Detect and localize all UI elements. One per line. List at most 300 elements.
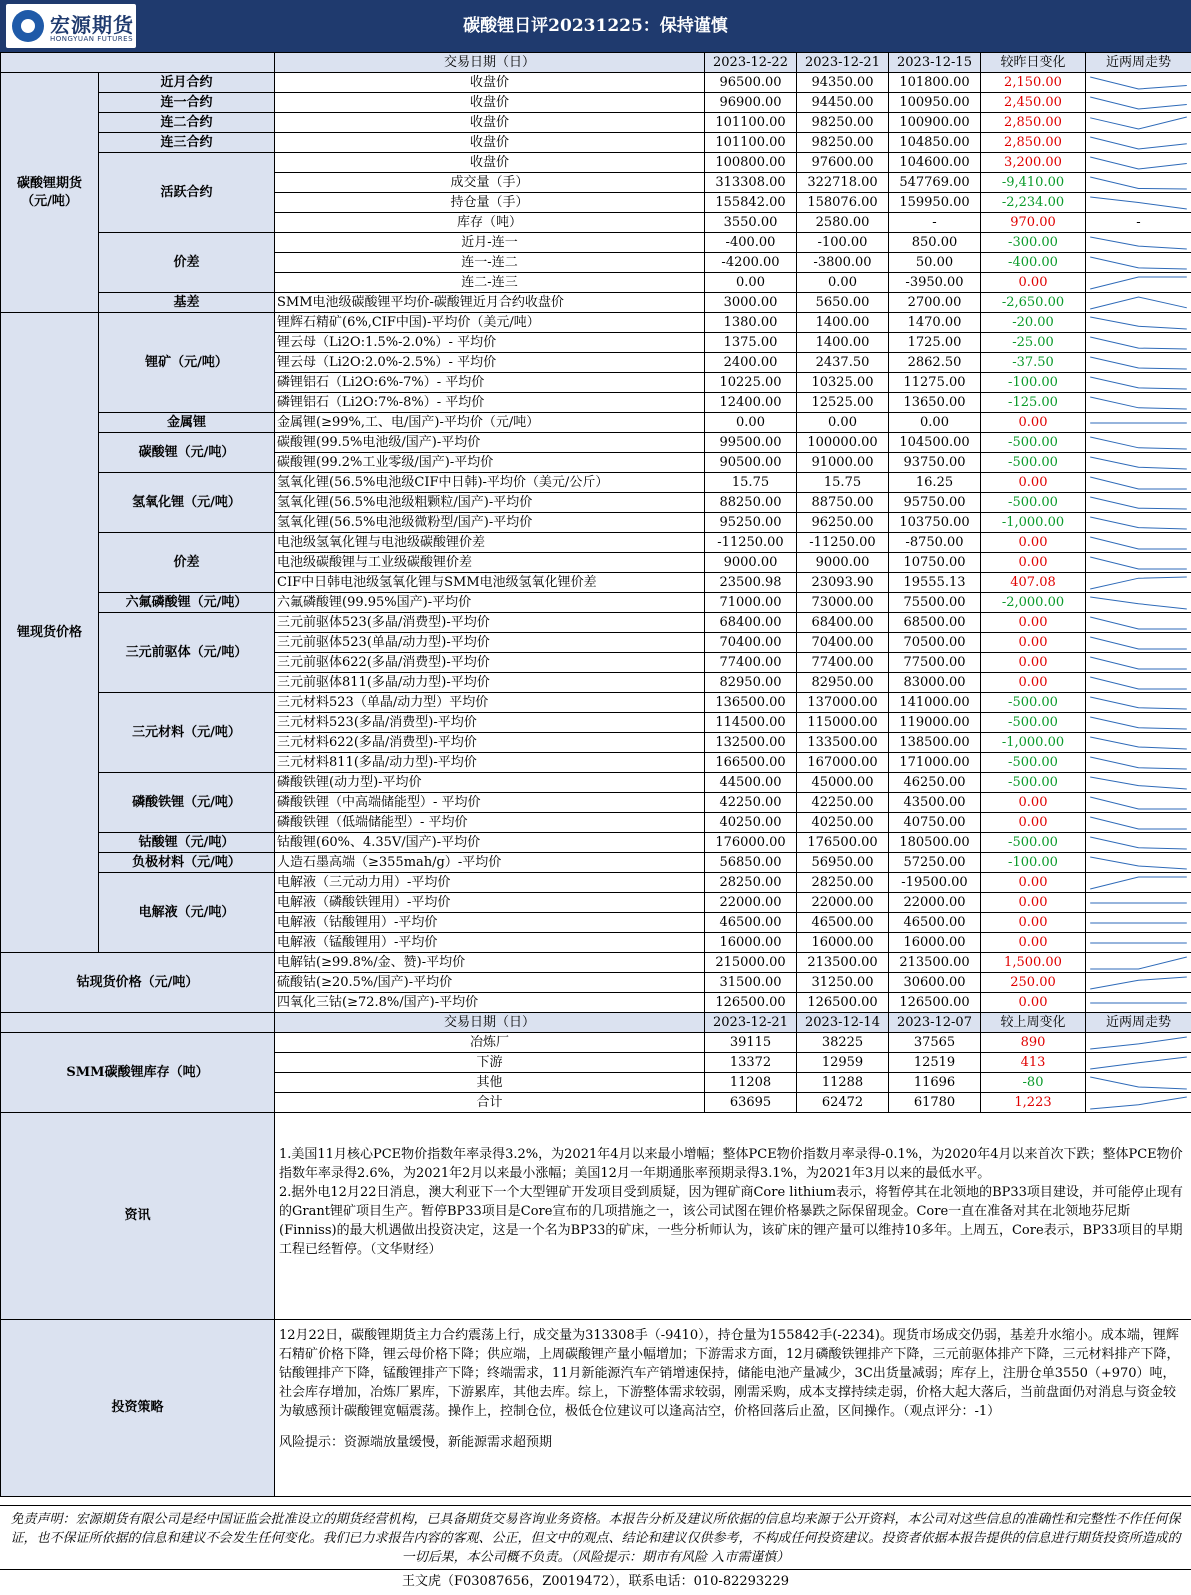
item-label: 三元前驱体622(多晶/消费型)-平均价: [275, 653, 705, 673]
sparkline-line: [1090, 837, 1187, 849]
trend-sparkline: [1086, 533, 1191, 553]
sparkline-line: [1090, 1077, 1187, 1089]
header-col: 2023-12-07: [889, 1013, 981, 1033]
trend-sparkline: [1086, 333, 1191, 353]
change-cell: -500.00: [981, 493, 1086, 513]
sparkline-line: [1090, 1057, 1187, 1069]
sparkline-line: [1090, 497, 1187, 509]
sparkline-line: [1090, 197, 1187, 209]
inventory-item: 冶炼厂: [275, 1033, 705, 1053]
sparkline-line: [1090, 277, 1187, 289]
sparkline-chart: [1086, 554, 1191, 572]
inventory-value: 39115: [705, 1033, 797, 1053]
value-cell: 28250.00: [705, 873, 797, 893]
value-cell: 158076.00: [797, 193, 889, 213]
header-row: [1, 1013, 1191, 1033]
trend-sparkline: [1086, 753, 1191, 773]
sparkline-chart: [1086, 694, 1191, 712]
trend-sparkline: [1086, 773, 1191, 793]
change-cell: -125.00: [981, 393, 1086, 413]
item-label: 收盘价: [275, 113, 705, 133]
item-label: 电解液（钴酸锂用）-平均价: [275, 913, 705, 933]
sparkline-chart: [1086, 294, 1191, 312]
change-cell: -37.50: [981, 353, 1086, 373]
value-cell: 31500.00: [705, 973, 797, 993]
sparkline-chart: [1086, 634, 1191, 652]
strategy-paragraph: 12月22日，碳酸锂期货主力合约震荡上行，成交量为313308手（-9410），持仓量为155842手(-2234)。现货市场成交仍弱，基差升水缩小。成本端，锂辉石精矿价格下降，锂云母价格下降；供应端，上周碳酸锂产量小幅增加；下游需求方面，12月磷酸铁锂排产下降，三元前驱体排产下降，三元材料排产下降，钴酸锂排产下降，锰酸锂排产下降；终端需求，11月新能源汽车产销增速保持，储能电池产量减少，3C出货量减弱；库存上，注册仓单3550（+970）吨，社会库存增加，冶炼厂累库，下游累库，其他去库。综上，下游整体需求较弱，刚需采购，成本支撑持续走弱，价格大起大落后，当前盘面仍对消息与资金较为敏感预计碳酸锂宽幅震荡。操作上，控制仓位，极低仓位建议可以逢高沽空，价格回落后止盈，区间操作。（观点评分：-1）: [279, 1326, 1187, 1421]
sparkline-chart: [1086, 614, 1191, 632]
value-cell: 547769.00: [889, 173, 981, 193]
item-label: 碳酸锂(99.5%电池级/国产)-平均价: [275, 433, 705, 453]
table-row: [1, 153, 1191, 173]
category-label: 磷酸铁锂（元/吨）: [99, 773, 275, 833]
group-spot: 锂现货价格: [1, 313, 99, 953]
value-cell: 77400.00: [797, 653, 889, 673]
sparkline-line: [1090, 117, 1187, 129]
sparkline-line: [1090, 817, 1187, 829]
category-label: 电解液（元/吨）: [99, 873, 275, 953]
change-cell: 970.00: [981, 213, 1086, 233]
value-cell: 100000.00: [797, 433, 889, 453]
sparkline-line: [1090, 257, 1187, 269]
trend-sparkline: [1086, 273, 1191, 293]
inventory-value: 11288: [797, 1073, 889, 1093]
trend-sparkline: [1086, 653, 1191, 673]
value-cell: 22000.00: [705, 893, 797, 913]
news-label: 资讯: [1, 1113, 275, 1320]
inventory-item: 其他: [275, 1073, 705, 1093]
change-cell: 250.00: [981, 973, 1086, 993]
trend-sparkline: [1086, 793, 1191, 813]
sparkline-chart: [1086, 154, 1191, 172]
inventory-change: 890: [981, 1033, 1086, 1053]
value-cell: 31250.00: [797, 973, 889, 993]
trend-sparkline: [1086, 933, 1191, 953]
trend-sparkline: [1086, 553, 1191, 573]
value-cell: 0.00: [797, 413, 889, 433]
trend-sparkline: [1086, 513, 1191, 533]
value-cell: 138500.00: [889, 733, 981, 753]
value-cell: 95250.00: [705, 513, 797, 533]
item-label: 持仓量（手）: [275, 193, 705, 213]
item-label: 金属锂(≥99%,工、电/国产)-平均价（元/吨）: [275, 413, 705, 433]
value-cell: 104600.00: [889, 153, 981, 173]
item-label: 锂辉石精矿(6%,CIF中国)-平均价（美元/吨）: [275, 313, 705, 333]
value-cell: 40750.00: [889, 813, 981, 833]
value-cell: 103750.00: [889, 513, 981, 533]
item-label: 三元前驱体811(多晶/动力型)-平均价: [275, 673, 705, 693]
value-cell: 104500.00: [889, 433, 981, 453]
table-row: [1, 953, 1191, 973]
change-cell: 0.00: [981, 653, 1086, 673]
header-date-label: 交易日期（日）: [275, 53, 705, 73]
trend-sparkline: [1086, 1033, 1191, 1053]
sparkline-line: [1090, 877, 1187, 889]
category-label: 连一合约: [99, 93, 275, 113]
item-label: 人造石墨高端（≥355mah/g）-平均价: [275, 853, 705, 873]
sparkline-chart: [1086, 474, 1191, 492]
table-row: [1, 413, 1191, 433]
value-cell: -8750.00: [889, 533, 981, 553]
sparkline-chart: [1086, 334, 1191, 352]
value-cell: 1380.00: [705, 313, 797, 333]
change-cell: -500.00: [981, 753, 1086, 773]
analyst-contact: 王文虎（F03087656，Z0019472），联系电话：010-82293229: [0, 1569, 1191, 1595]
category-label: 六氟磷酸锂（元/吨）: [99, 593, 275, 613]
value-cell: 126500.00: [889, 993, 981, 1013]
group-cobalt: 钴现货价格（元/吨）: [1, 953, 275, 1013]
value-cell: 136500.00: [705, 693, 797, 713]
table-row: [1, 533, 1191, 553]
item-label: 三元材料622(多晶/消费型)-平均价: [275, 733, 705, 753]
inventory-value: 37565: [889, 1033, 981, 1053]
change-cell: -9,410.00: [981, 173, 1086, 193]
sparkline-chart: [1086, 394, 1191, 412]
sparkline-chart: [1086, 1094, 1191, 1112]
value-cell: 88750.00: [797, 493, 889, 513]
category-label: 氢氧化锂（元/吨）: [99, 473, 275, 533]
value-cell: 2400.00: [705, 353, 797, 373]
trend-sparkline: [1086, 113, 1191, 133]
table-row: [1, 833, 1191, 853]
item-label: 磷酸铁锂(动力型)-平均价: [275, 773, 705, 793]
sparkline-chart: [1086, 594, 1191, 612]
value-cell: 99500.00: [705, 433, 797, 453]
value-cell: 215000.00: [705, 953, 797, 973]
value-cell: 23093.90: [797, 573, 889, 593]
change-cell: -500.00: [981, 433, 1086, 453]
value-cell: 96250.00: [797, 513, 889, 533]
value-cell: -3800.00: [797, 253, 889, 273]
trend-sparkline: [1086, 473, 1191, 493]
item-label: 锂云母（Li2O:2.0%-2.5%）- 平均价: [275, 353, 705, 373]
item-label: 电池级碳酸锂与工业级碳酸锂价差: [275, 553, 705, 573]
value-cell: 12400.00: [705, 393, 797, 413]
item-label: 三元材料523(多晶/消费型)-平均价: [275, 713, 705, 733]
inventory-change: 413: [981, 1053, 1086, 1073]
sparkline-line: [1090, 77, 1187, 89]
sparkline-chart: [1086, 894, 1191, 912]
category-label: 负极材料（元/吨）: [99, 853, 275, 873]
category-label: 价差: [99, 233, 275, 293]
change-cell: 3,200.00: [981, 153, 1086, 173]
sparkline-line: [1090, 677, 1187, 689]
value-cell: 56950.00: [797, 853, 889, 873]
change-cell: -500.00: [981, 453, 1086, 473]
value-cell: 9000.00: [797, 553, 889, 573]
sparkline-line: [1090, 237, 1187, 249]
item-label: 磷锂铝石（Li2O:7%-8%）- 平均价: [275, 393, 705, 413]
inventory-value: 13372: [705, 1053, 797, 1073]
value-cell: -11250.00: [797, 533, 889, 553]
news-row: [1, 1113, 1191, 1320]
header-date-label: 交易日期（日）: [275, 1013, 705, 1033]
item-label: 收盘价: [275, 93, 705, 113]
change-cell: -25.00: [981, 333, 1086, 353]
sparkline-line: [1090, 577, 1187, 589]
trend-sparkline: [1086, 873, 1191, 893]
value-cell: 137000.00: [797, 693, 889, 713]
value-cell: 213500.00: [889, 953, 981, 973]
sparkline-line: [1090, 617, 1187, 629]
value-cell: -3950.00: [889, 273, 981, 293]
change-cell: -1,000.00: [981, 513, 1086, 533]
report-title: 碳酸锂日评20231225：保持谨慎: [0, 0, 1191, 52]
sparkline-line: [1090, 657, 1187, 669]
trend-sparkline: [1086, 293, 1191, 313]
value-cell: 0.00: [797, 273, 889, 293]
sparkline-chart: [1086, 854, 1191, 872]
item-label: 连二-连三: [275, 273, 705, 293]
value-cell: 30600.00: [889, 973, 981, 993]
news-content: [275, 1113, 1191, 1320]
sparkline-chart: [1086, 734, 1191, 752]
sparkline-chart: [1086, 494, 1191, 512]
value-cell: 13650.00: [889, 393, 981, 413]
change-cell: 0.00: [981, 273, 1086, 293]
trend-sparkline: [1086, 613, 1191, 633]
sparkline-chart: [1086, 254, 1191, 272]
change-cell: 0.00: [981, 993, 1086, 1013]
value-cell: 101100.00: [705, 133, 797, 153]
table-row: [1, 473, 1191, 493]
value-cell: 159950.00: [889, 193, 981, 213]
item-label: 收盘价: [275, 153, 705, 173]
sparkline-line: [1090, 1097, 1187, 1109]
sparkline-chart: [1086, 174, 1191, 192]
value-cell: 22000.00: [889, 893, 981, 913]
value-cell: -19500.00: [889, 873, 981, 893]
value-cell: 46500.00: [889, 913, 981, 933]
value-cell: 83000.00: [889, 673, 981, 693]
category-label: 活跃合约: [99, 153, 275, 233]
trend-sparkline: [1086, 593, 1191, 613]
value-cell: 132500.00: [705, 733, 797, 753]
item-label: 三元材料811(多晶/动力型)-平均价: [275, 753, 705, 773]
item-label: 电解液（锰酸锂用）-平均价: [275, 933, 705, 953]
value-cell: 313308.00: [705, 173, 797, 193]
value-cell: 16000.00: [705, 933, 797, 953]
inventory-value: 38225: [797, 1033, 889, 1053]
trend-sparkline: [1086, 313, 1191, 333]
value-cell: 101100.00: [705, 113, 797, 133]
value-cell: 70400.00: [705, 633, 797, 653]
strategy-label: 投资策略: [1, 1320, 275, 1497]
category-label: 连三合约: [99, 133, 275, 153]
change-cell: -2,000.00: [981, 593, 1086, 613]
item-label: 电池级氢氧化锂与电池级碳酸锂价差: [275, 533, 705, 553]
header-col: 较昨日变化: [981, 53, 1086, 73]
header-blank: [1, 1013, 275, 1033]
change-cell: 407.08: [981, 573, 1086, 593]
change-cell: 0.00: [981, 673, 1086, 693]
item-label: 碳酸锂(99.2%工业零级/国产)-平均价: [275, 453, 705, 473]
sparkline-line: [1090, 517, 1187, 529]
item-label: 电解液（三元动力用）-平均价: [275, 873, 705, 893]
value-cell: -4200.00: [705, 253, 797, 273]
item-label: 三元前驱体523(单晶/动力型)-平均价: [275, 633, 705, 653]
inventory-value: 11208: [705, 1073, 797, 1093]
value-cell: 0.00: [889, 413, 981, 433]
value-cell: 46500.00: [705, 913, 797, 933]
trend-sparkline: [1086, 633, 1191, 653]
sparkline-line: [1090, 177, 1187, 189]
inventory-value: 62472: [797, 1093, 889, 1113]
trend-sparkline: [1086, 1073, 1191, 1093]
value-cell: 141000.00: [889, 693, 981, 713]
news-paragraph-1: 1.美国11月核心PCE物价指数年率录得3.2%，为2021年4月以来最小增幅；整体PCE物价指数月率录得-0.1%，为2020年4月以来首次下跌；整体PCE物价指数年率录得2.6%，为2021年2月以来最小涨幅；美国12月一年期通胀率预期录得3.1%，为2021年3月以来的最低水平。: [279, 1145, 1187, 1183]
change-cell: 2,150.00: [981, 73, 1086, 93]
change-cell: 0.00: [981, 893, 1086, 913]
value-cell: 42250.00: [797, 793, 889, 813]
trend-sparkline: [1086, 1053, 1191, 1073]
strategy-row: [1, 1320, 1191, 1497]
change-cell: 2,850.00: [981, 113, 1086, 133]
sparkline-line: [1090, 97, 1187, 109]
sparkline-chart: [1086, 1074, 1191, 1092]
change-cell: -300.00: [981, 233, 1086, 253]
trend-sparkline: [1086, 813, 1191, 833]
table-row: [1, 293, 1191, 313]
change-cell: 0.00: [981, 873, 1086, 893]
inventory-row: [1, 1033, 1191, 1053]
item-label: 库存（吨）: [275, 213, 705, 233]
value-cell: 44500.00: [705, 773, 797, 793]
value-cell: 2437.50: [797, 353, 889, 373]
category-label: 三元材料（元/吨）: [99, 693, 275, 773]
trend-sparkline: [1086, 993, 1191, 1013]
sparkline-chart: [1086, 94, 1191, 112]
sparkline-line: [1090, 537, 1187, 549]
sparkline-chart: [1086, 934, 1191, 952]
sparkline-chart: [1086, 714, 1191, 732]
value-cell: 96500.00: [705, 73, 797, 93]
value-cell: 322718.00: [797, 173, 889, 193]
value-cell: 82950.00: [705, 673, 797, 693]
value-cell: 115000.00: [797, 713, 889, 733]
sparkline-chart: [1086, 754, 1191, 772]
inventory-change: 1,223: [981, 1093, 1086, 1113]
value-cell: 11275.00: [889, 373, 981, 393]
value-cell: 15.75: [705, 473, 797, 493]
category-label: 基差: [99, 293, 275, 313]
value-cell: 45000.00: [797, 773, 889, 793]
trend-sparkline: [1086, 433, 1191, 453]
inventory-change: -80: [981, 1073, 1086, 1093]
table-row: [1, 93, 1191, 113]
sparkline-line: [1090, 317, 1187, 329]
inventory-value: 11696: [889, 1073, 981, 1093]
trend-sparkline: [1086, 493, 1191, 513]
change-cell: 1,500.00: [981, 953, 1086, 973]
trend-sparkline: [1086, 153, 1191, 173]
value-cell: 22000.00: [797, 893, 889, 913]
table-row: [1, 613, 1191, 633]
value-cell: 10750.00: [889, 553, 981, 573]
trend-sparkline: [1086, 173, 1191, 193]
change-cell: -100.00: [981, 373, 1086, 393]
item-label: 锂云母（Li2O:1.5%-2.0%）- 平均价: [275, 333, 705, 353]
value-cell: -11250.00: [705, 533, 797, 553]
value-cell: 70500.00: [889, 633, 981, 653]
item-label: 三元材料523（单晶/动力型）平均价: [275, 693, 705, 713]
sparkline-line: [1090, 137, 1187, 149]
value-cell: 56850.00: [705, 853, 797, 873]
value-cell: 2580.00: [797, 213, 889, 233]
value-cell: 23500.98: [705, 573, 797, 593]
value-cell: 97600.00: [797, 153, 889, 173]
change-cell: -500.00: [981, 773, 1086, 793]
value-cell: 94350.00: [797, 73, 889, 93]
value-cell: 70400.00: [797, 633, 889, 653]
item-label: 磷酸铁锂（低端储能型）- 平均价: [275, 813, 705, 833]
change-cell: -400.00: [981, 253, 1086, 273]
sparkline-chart: [1086, 794, 1191, 812]
table-row: [1, 233, 1191, 253]
value-cell: 104850.00: [889, 133, 981, 153]
sparkline-line: [1090, 697, 1187, 709]
sparkline-chart: [1086, 534, 1191, 552]
value-cell: 68400.00: [797, 613, 889, 633]
sparkline-chart: [1086, 354, 1191, 372]
sparkline-line: [1090, 717, 1187, 729]
sparkline-chart: [1086, 654, 1191, 672]
header-blank: [1, 53, 275, 73]
trend-sparkline: [1086, 713, 1191, 733]
trend-sparkline: [1086, 373, 1191, 393]
value-cell: 100950.00: [889, 93, 981, 113]
trend-sparkline: [1086, 913, 1191, 933]
news-paragraph-2: 2.据外电12月22日消息，澳大利亚下一个大型锂矿开发项目受到质疑，因为锂矿商Core lithium表示，将暂停其在北领地的BP33项目建设，并可能停止现有的Grant锂矿项目生产。暂停BP33项目是Core宣布的几项措施之一，该公司试图在锂价格暴跌之际保留现金。Core一直在准备对其在北领地芬尼斯(Finniss)的最大机遇做出投资决定，这是一个名为BP33的矿床，一些分析师认为，该矿床的锂产量可以维持10多年。上周五，Core表示，BP33项目的早期工程已经暂停。（文华财经）: [279, 1183, 1187, 1259]
table-row: [1, 73, 1191, 93]
sparkline-chart: [1086, 1034, 1191, 1052]
value-cell: 1470.00: [889, 313, 981, 333]
sparkline-line: [1090, 397, 1187, 409]
table-row: [1, 313, 1191, 333]
change-cell: 0.00: [981, 913, 1086, 933]
item-label: 四氧化三钴(≥72.8%/国产)-平均价: [275, 993, 705, 1013]
sparkline-chart: [1086, 574, 1191, 592]
sparkline-line: [1090, 957, 1187, 969]
sparkline-chart: [1086, 1054, 1191, 1072]
value-cell: -: [889, 213, 981, 233]
logo-name: 宏源期货: [50, 9, 134, 38]
category-label: 锂矿（元/吨）: [99, 313, 275, 413]
table-row: [1, 853, 1191, 873]
change-cell: -20.00: [981, 313, 1086, 333]
value-cell: 1400.00: [797, 333, 889, 353]
value-cell: 114500.00: [705, 713, 797, 733]
category-label: 钴酸锂（元/吨）: [99, 833, 275, 853]
header-row: [1, 53, 1191, 73]
item-label: 电解钴(≥99.8%/金、赞)-平均价: [275, 953, 705, 973]
sparkline-chart: [1086, 914, 1191, 932]
sparkline-line: [1090, 737, 1187, 749]
change-cell: 0.00: [981, 613, 1086, 633]
value-cell: 10325.00: [797, 373, 889, 393]
change-cell: 0.00: [981, 413, 1086, 433]
report-header: [0, 0, 1191, 52]
value-cell: 133500.00: [797, 733, 889, 753]
trend-sparkline: [1086, 73, 1191, 93]
sparkline-line: [1090, 337, 1187, 349]
value-cell: 167000.00: [797, 753, 889, 773]
value-cell: 9000.00: [705, 553, 797, 573]
item-label: 硫酸钴(≥20.5%/国产)-平均价: [275, 973, 705, 993]
category-label: 近月合约: [99, 73, 275, 93]
value-cell: 101800.00: [889, 73, 981, 93]
value-cell: 100800.00: [705, 153, 797, 173]
